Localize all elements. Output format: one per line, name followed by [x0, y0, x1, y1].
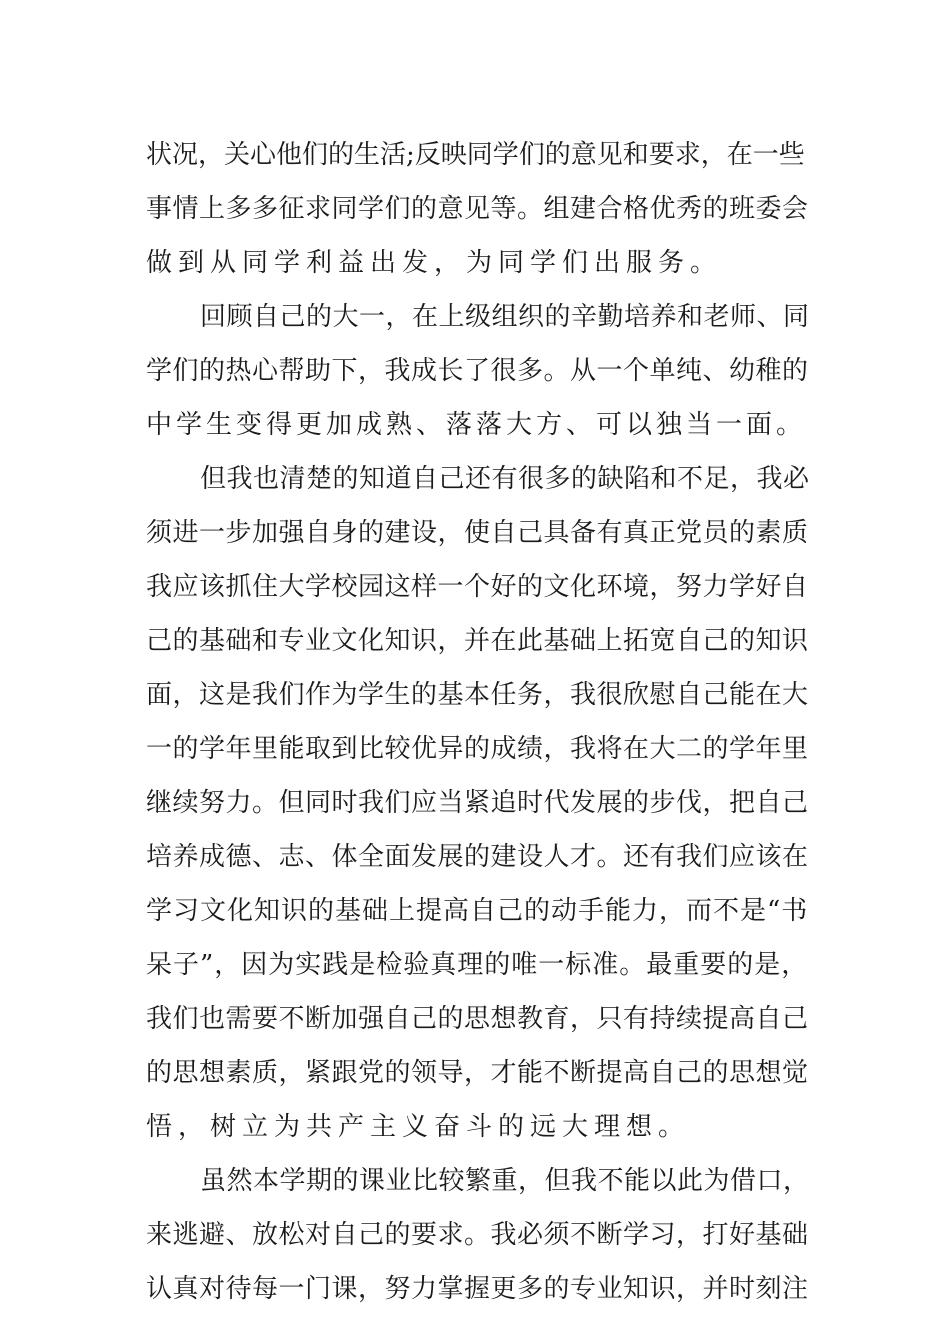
text-line-8: 须进一步加强自身的建设，使自己具备有真正党员的素质 — [146, 518, 809, 548]
document-body — [146, 128, 816, 1316]
text-line-14: 培养成德、志、体全面发展的建设人才。还有我们应该在 — [146, 842, 809, 872]
text-line-17: 我们也需要不断加强自己的思想教育，只有持续提高自己 — [146, 1004, 809, 1034]
text-line-9: 我应该抓住大学校园这样一个好的文化环境，努力学好自 — [146, 572, 809, 602]
text-line-20: 虽然本学期的课业比较繁重，但我不能以此为借口， — [200, 1166, 810, 1196]
text-line-12: 一的学年里能取到比较优异的成绩，我将在大二的学年里 — [146, 734, 809, 764]
text-line-11: 面，这是我们作为学生的基本任务，我很欣慰自己能在大 — [146, 680, 809, 710]
text-line-4: 回顾自己的大一，在上级组织的辛勤培养和老师、同 — [200, 302, 810, 332]
text-line-7: 但我也清楚的知道自己还有很多的缺陷和不足，我必 — [200, 464, 810, 494]
text-line-10: 己的基础和专业文化知识，并在此基础上拓宽自己的知识 — [146, 626, 809, 656]
text-line-16: 呆子”，因为实践是检验真理的唯一标准。最重要的是， — [146, 950, 809, 980]
text-line-21: 来逃避、放松对自己的要求。我必须不断学习，打好基础 — [146, 1220, 809, 1250]
text-line-6: 中学生变得更加成熟、落落大方、可以独当一面。 — [146, 410, 807, 440]
text-line-13: 继续努力。但同时我们应当紧追时代发展的步伐，把自己 — [146, 788, 809, 818]
text-line-2: 事情上多多征求同学们的意见等。组建合格优秀的班委会 — [146, 194, 809, 224]
text-line-15: 学习文化知识的基础上提高自己的动手能力，而不是“书 — [146, 896, 809, 926]
text-line-1: 状况，关心他们的生活;反映同学们的意见和要求，在一些 — [146, 140, 805, 170]
text-line-19: 悟，树立为共产主义奋斗的远大理想。 — [146, 1112, 691, 1142]
text-line-3: 做到从同学利益出发，为同学们出服务。 — [146, 248, 723, 278]
text-line-18: 的思想素质，紧跟党的领导，才能不断提高自己的思想觉 — [146, 1058, 809, 1088]
text-line-22: 认真对待每一门课，努力掌握更多的专业知识，并时刻注 — [146, 1274, 809, 1304]
text-line-5: 学们的热心帮助下，我成长了很多。从一个单纯、幼稚的 — [146, 356, 809, 386]
